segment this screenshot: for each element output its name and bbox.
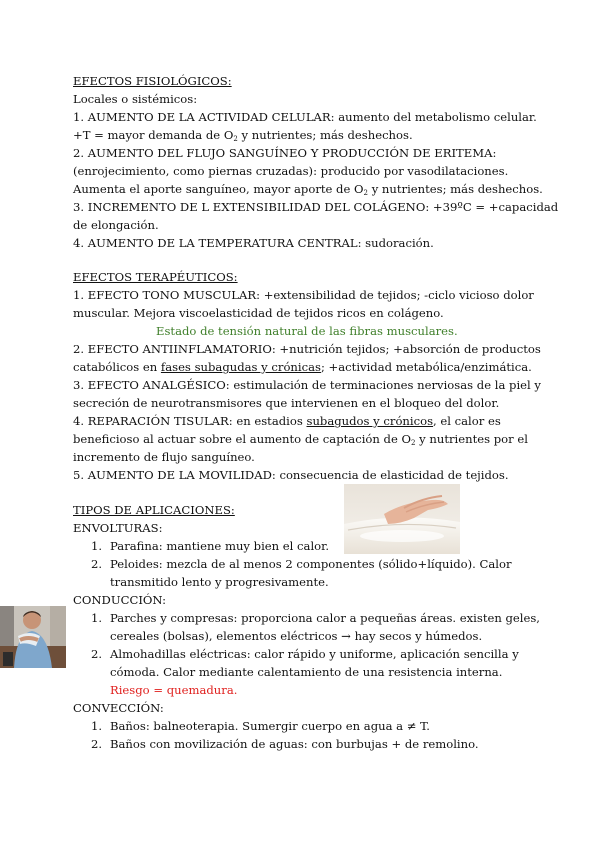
env-item-2-line-2: transmitido lento y progresivamente. xyxy=(110,575,329,589)
conv-item-1-number: 1. xyxy=(91,719,103,733)
terap-line-8: beneficioso al actuar sobre el aumento de captación de $O_2$ y nutrientes por el xyxy=(73,432,528,447)
env-item-1-number: 1. xyxy=(91,539,103,553)
fisio-line-2: +T = mayor demanda de $O_2$ y nutrientes; más deshechos. xyxy=(73,128,413,143)
cond-item-2-line-2: cómoda. Calor mediante calentamiento de una resistencia interna. xyxy=(110,665,503,679)
risk-warning: Riesgo = quemadura. xyxy=(110,683,238,697)
fisio-line-7: de elongación. xyxy=(73,218,159,232)
fisio-line-6: 3. INCREMENTO DE L EXTENSIBILIDAD DEL COLÁGENO: +39ºC = +capacidad xyxy=(73,200,559,214)
terap-heading: EFECTOS TERAPÉUTICOS: xyxy=(73,270,238,284)
fisio-line-8: 4. AUMENTO DE LA TEMPERATURA CENTRAL: sudoración. xyxy=(73,236,434,250)
terap-line-1: 1. EFECTO TONO MUSCULAR: +extensibilidad de tejidos; -ciclo vicioso dolor xyxy=(73,288,534,302)
cond-item-2-number: 2. xyxy=(91,647,103,661)
env-item-2-number: 2. xyxy=(91,557,103,571)
conveccion-heading: CONVECCIÓN: xyxy=(73,701,164,715)
tipos-heading: TIPOS DE APLICACIONES: xyxy=(73,503,235,517)
terap-line-9: incremento de flujo sanguíneo. xyxy=(73,450,255,464)
env-item-1: Parafina: mantiene muy bien el calor. xyxy=(110,539,330,553)
terap-line-7: 4. REPARACIÓN TISULAR: en estadios subagudos y crónicos, el calor es xyxy=(73,414,501,428)
fisio-heading: EFECTOS FISIOLÓGICOS: xyxy=(73,74,232,88)
terap-line-6: secreción de neurotransmisores que intervienen en el bloqueo del dolor. xyxy=(73,396,500,410)
fisio-line-4: (enrojecimiento, como piernas cruzadas): producido por vasodilataciones. xyxy=(73,164,509,178)
cond-item-2-line-1: Almohadillas eléctricas: calor rápido y uniforme, aplicación sencilla y xyxy=(110,647,519,661)
fisio-line-1: 1. AUMENTO DE LA ACTIVIDAD CELULAR: aumento del metabolismo celular. xyxy=(73,110,537,124)
terap-note: Estado de tensión natural de las fibras musculares. xyxy=(156,324,458,338)
fisio-line-3: 2. AUMENTO DEL FLUJO SANGUÍNEO Y PRODUCCIÓN DE ERITEMA: xyxy=(73,146,497,160)
conduccion-heading: CONDUCCIÓN: xyxy=(73,593,167,607)
cond-item-1-line-1: Parches y compresas: proporciona calor a pequeñas áreas. existen geles, xyxy=(110,611,540,625)
terap-line-4: catabólicos en fases subagudas y crónicas; +actividad metabólica/enzimática. xyxy=(73,360,532,374)
conv-item-2-number: 2. xyxy=(91,737,103,751)
terap-line-5: 3. EFECTO ANALGÉSICO: estimulación de terminaciones nerviosas de la piel y xyxy=(73,378,541,392)
conv-item-2: Baños con movilización de aguas: con burbujas + de remolino. xyxy=(110,737,479,751)
terap-line-3: 2. EFECTO ANTIINFLAMATORIO: +nutrición tejidos; +absorción de productos xyxy=(73,342,541,356)
heat-pack-illustration xyxy=(0,606,66,668)
cond-item-1-line-2: cereales (bolsas), elementos eléctricos → hay secos y húmedos. xyxy=(110,629,483,643)
fisio-line-5: Aumenta el aporte sanguíneo, mayor aporte de $O_2$ y nutrientes; más deshechos. xyxy=(73,182,543,197)
heat-pack-photo xyxy=(0,606,66,668)
paraffin-hand-illustration xyxy=(344,484,460,554)
terap-line-10: 5. AUMENTO DE LA MOVILIDAD: consecuencia de elasticidad de tejidos. xyxy=(73,468,509,482)
fisio-subtitle: Locales o sistémicos: xyxy=(73,92,198,106)
envolturas-heading: ENVOLTURAS: xyxy=(73,521,163,535)
env-item-2-line-1: Peloides: mezcla de al menos 2 componentes (sólido+líquido). Calor xyxy=(110,557,512,571)
terap-line-2: muscular. Mejora viscoelasticidad de tejidos ricos en colágeno. xyxy=(73,306,444,320)
paraffin-hand-photo xyxy=(344,484,460,554)
cond-item-1-number: 1. xyxy=(91,611,103,625)
conv-item-1: Baños: balneoterapia. Sumergir cuerpo en agua a ≠ T. xyxy=(110,719,430,733)
